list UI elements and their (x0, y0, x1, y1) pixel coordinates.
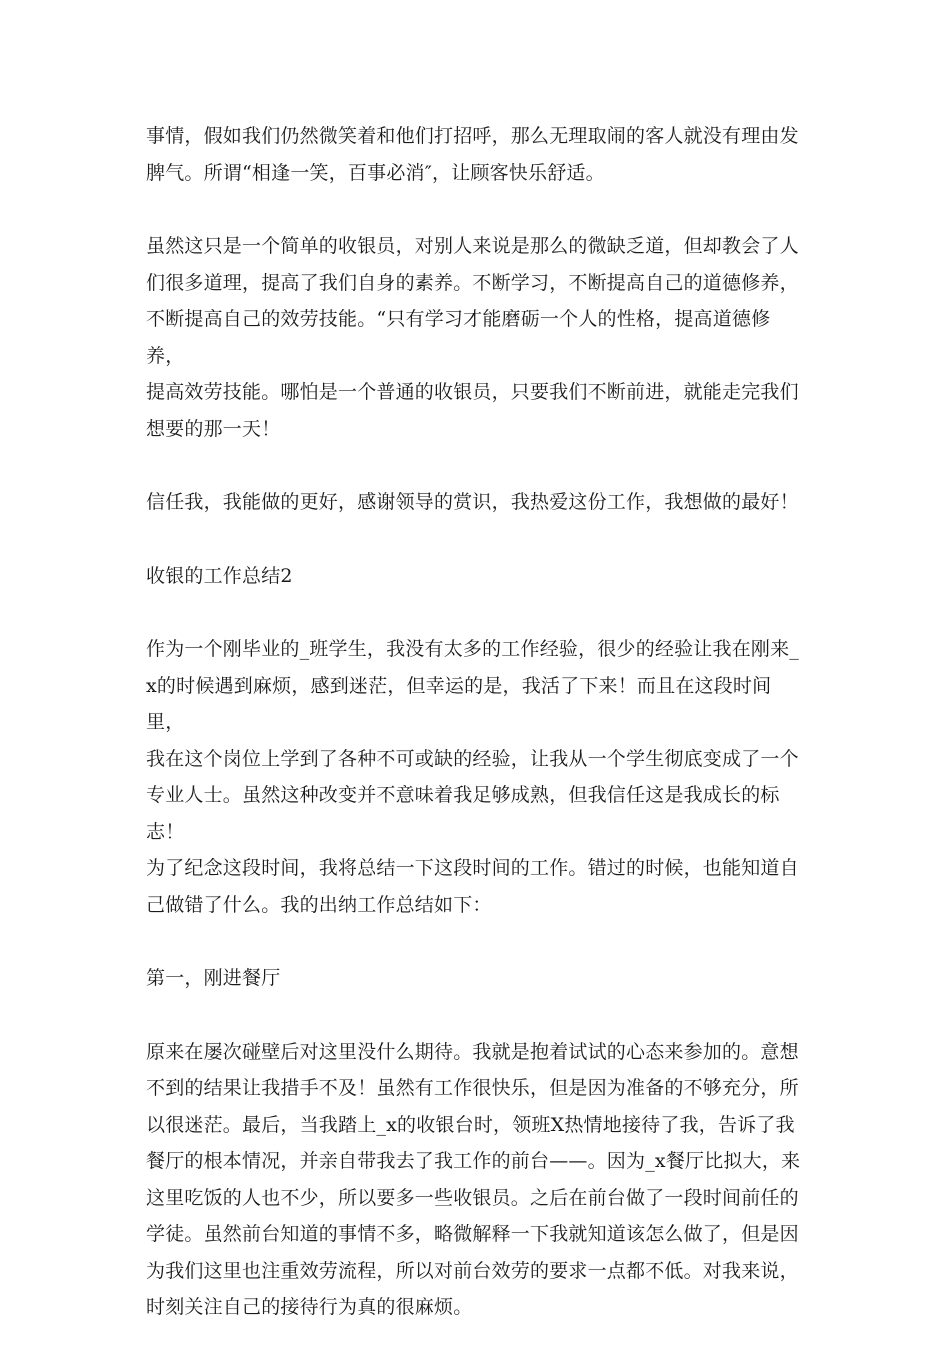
section-title: 收银的工作总结2 (146, 564, 293, 587)
document-page (146, 118, 806, 1363)
paragraph-graduate-intro: 作为一个刚毕业的_班学生，我没有太多的工作经验，很少的经验让我在刚来_ x的时候遇到麻烦，感到迷茫，但幸运的是，我活了下来！而且在这段时间里， 我在这个岗位上学到了各种不可或缺的经验，让我从一个学生彻底变成了一个 专业人士。虽然这种改变并不意味着我足够成熟，但我信任这是我成长的标志！ 为了纪念这段时间，我将总结一下这段时间的工作。错过的时候，也能知道自 己做错了什么。我的出纳工作总结如下： (146, 638, 800, 916)
paragraph-trust-me: 信任我，我能做的更好，感谢领导的赏识，我热爱这份工作，我想做的最好！ (146, 491, 799, 513)
paragraph-cashier-lessons: 虽然这只是一个简单的收银员，对别人来说是那么的微缺乏道，但却教会了人 们很多道理，提高了我们自身的素养。不断学习，不断提高自己的道德修养， 不断提高自己的效劳技能。“只有学习才能磨砺一个人的性格，提高道德修养， 提高效劳技能。哪怕是一个普通的收银员，只要我们不断前进，就能走完我们 想要的那一天！ (146, 235, 799, 440)
paragraph-first-arrival: 原来在屡次碰壁后对这里没什么期待。我就是抱着试试的心态来参加的。意想 不到的结果让我措手不及！虽然有工作很快乐，但是因为准备的不够充分，所 以很迷茫。最后，当我踏上_x的收银台时，领班X热情地接待了我，告诉了我 餐厅的根本情况，并亲自带我去了我工作的前台——。因为_x餐厅比拟大，来 这里吃饭的人也不少，所以要多一些收银员。之后在前台做了一段时间前任的 学徒。虽然前台知道的事情不多，略微解释一下我就知道该怎么做了，但是因 为我们这里也注重效劳流程，所以对前台效劳的要求一点都不低。对我来说， 时刻关注自己的接待行为真的很麻烦。 (146, 1040, 801, 1318)
paragraph-continuation: 事情，假如我们仍然微笑着和他们打招呼，那么无理取闹的客人就没有理由发 脾气。所谓“相逢一笑，百事必消″，让顾客快乐舒适。 (146, 125, 799, 184)
subsection-title: 第一，刚进餐厅 (146, 967, 281, 989)
